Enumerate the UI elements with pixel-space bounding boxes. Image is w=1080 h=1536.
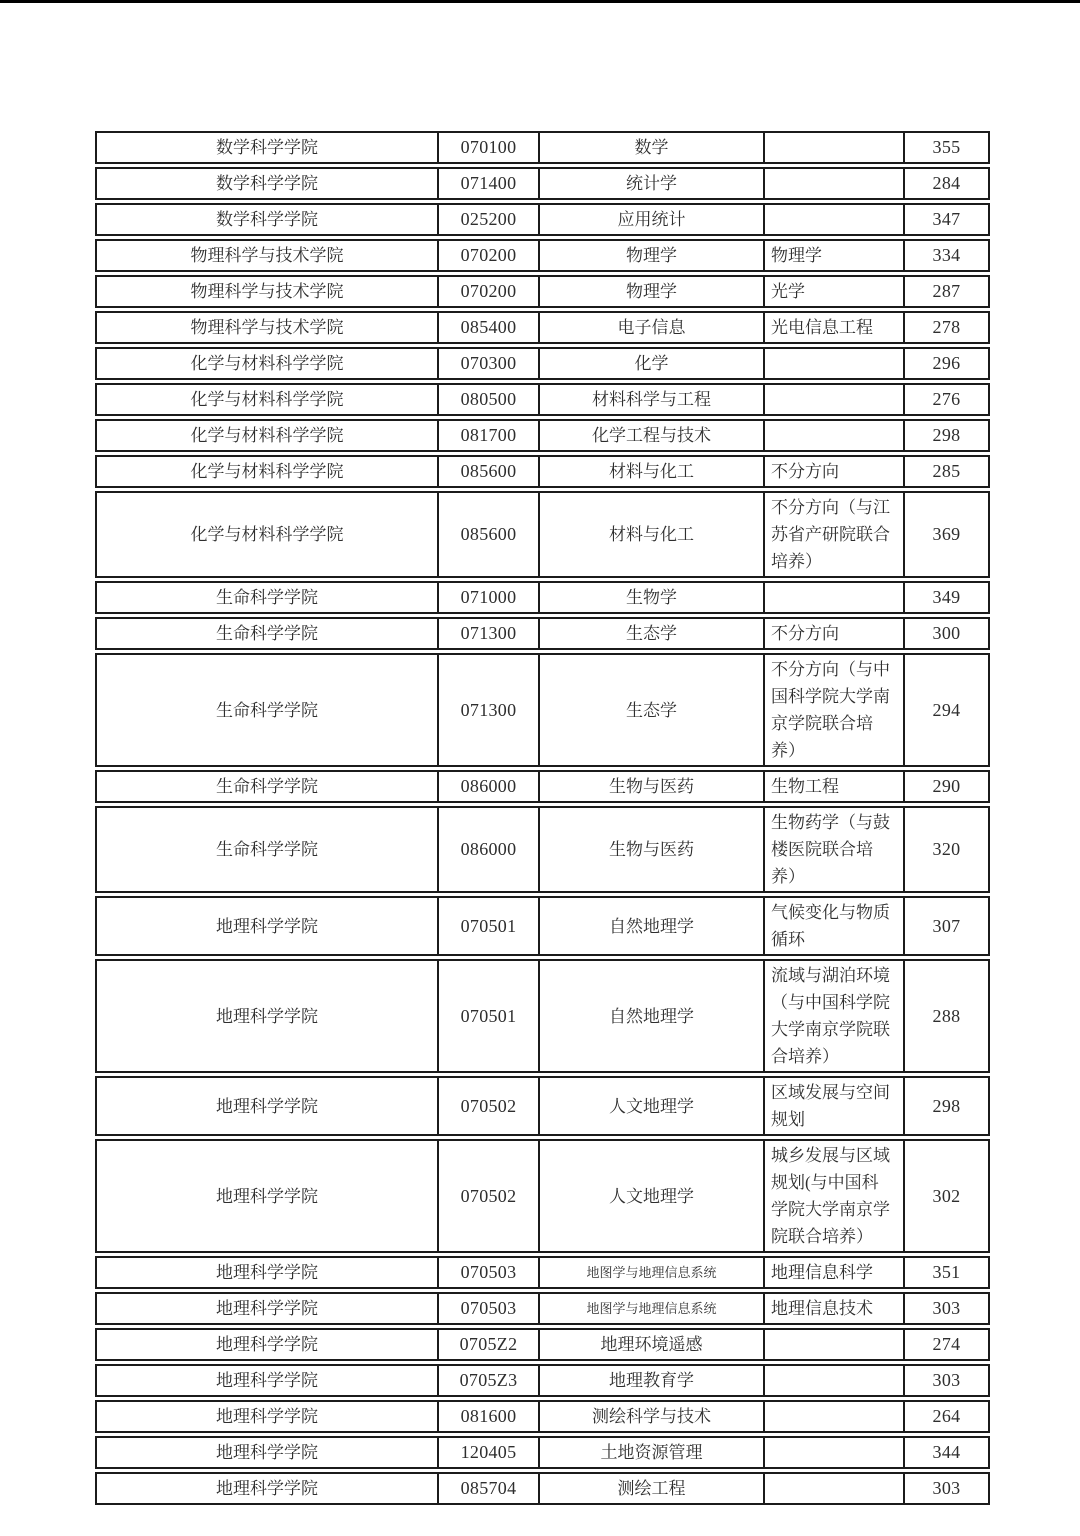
major-cell: 生态学 — [540, 617, 765, 650]
score-cell: 285 — [905, 455, 990, 488]
major-cell: 地图学与地理信息系统 — [540, 1256, 765, 1289]
code-cell: 070501 — [439, 896, 540, 956]
code-cell: 081600 — [439, 1400, 540, 1433]
college-cell: 地理科学学院 — [95, 959, 439, 1073]
college-cell: 化学与材料科学学院 — [95, 491, 439, 578]
major-cell: 物理学 — [540, 275, 765, 308]
direction-cell — [765, 1400, 905, 1433]
code-cell: 025200 — [439, 203, 540, 236]
table-row — [95, 1076, 990, 1136]
major-cell: 生物学 — [540, 581, 765, 614]
score-cell: 347 — [905, 203, 990, 236]
score-cell: 288 — [905, 959, 990, 1073]
direction-cell — [765, 347, 905, 380]
code-cell: 071300 — [439, 617, 540, 650]
direction-cell — [765, 1364, 905, 1397]
major-cell: 材料与化工 — [540, 455, 765, 488]
college-cell: 化学与材料科学学院 — [95, 455, 439, 488]
table-row — [95, 896, 990, 956]
table-row — [95, 383, 990, 416]
table-row — [95, 203, 990, 236]
code-cell: 085704 — [439, 1472, 540, 1505]
college-cell: 化学与材料科学学院 — [95, 419, 439, 452]
college-cell: 地理科学学院 — [95, 1076, 439, 1136]
score-cell: 278 — [905, 311, 990, 344]
direction-cell: 地理信息科学 — [765, 1256, 905, 1289]
table-row — [95, 167, 990, 200]
score-cell: 307 — [905, 896, 990, 956]
table-row — [95, 1472, 990, 1505]
major-cell: 人文地理学 — [540, 1076, 765, 1136]
score-cell: 355 — [905, 131, 990, 164]
table-row — [95, 653, 990, 767]
direction-cell — [765, 1472, 905, 1505]
direction-cell: 流域与湖泊环境（与中国科学院大学南京学院联合培养） — [765, 959, 905, 1073]
table-row — [95, 1328, 990, 1361]
table-row — [95, 239, 990, 272]
code-cell: 070503 — [439, 1256, 540, 1289]
major-cell: 生态学 — [540, 653, 765, 767]
major-cell: 测绘科学与技术 — [540, 1400, 765, 1433]
code-cell: 120405 — [439, 1436, 540, 1469]
direction-cell — [765, 383, 905, 416]
major-cell: 物理学 — [540, 239, 765, 272]
score-cell: 303 — [905, 1472, 990, 1505]
college-cell: 化学与材料科学学院 — [95, 383, 439, 416]
score-cell: 264 — [905, 1400, 990, 1433]
admission-scores-table — [95, 128, 990, 1508]
table-row — [95, 959, 990, 1073]
top-border-line — [0, 0, 1080, 3]
major-cell: 化学工程与技术 — [540, 419, 765, 452]
code-cell: 070502 — [439, 1139, 540, 1253]
score-cell: 351 — [905, 1256, 990, 1289]
direction-cell — [765, 419, 905, 452]
code-cell: 081700 — [439, 419, 540, 452]
major-cell: 应用统计 — [540, 203, 765, 236]
score-cell: 294 — [905, 653, 990, 767]
score-cell: 298 — [905, 1076, 990, 1136]
college-cell: 生命科学学院 — [95, 770, 439, 803]
major-cell: 土地资源管理 — [540, 1436, 765, 1469]
score-cell: 302 — [905, 1139, 990, 1253]
table-row — [95, 455, 990, 488]
code-cell: 080500 — [439, 383, 540, 416]
code-cell: 070503 — [439, 1292, 540, 1325]
major-cell: 地图学与地理信息系统 — [540, 1292, 765, 1325]
score-cell: 276 — [905, 383, 990, 416]
code-cell: 071000 — [439, 581, 540, 614]
major-cell: 统计学 — [540, 167, 765, 200]
table-row — [95, 1364, 990, 1397]
table-row — [95, 617, 990, 650]
direction-cell — [765, 1328, 905, 1361]
major-cell: 自然地理学 — [540, 896, 765, 956]
table-row — [95, 806, 990, 893]
college-cell: 地理科学学院 — [95, 1472, 439, 1505]
table-row — [95, 275, 990, 308]
direction-cell — [765, 203, 905, 236]
direction-cell: 不分方向（与江苏省产研院联合培养） — [765, 491, 905, 578]
score-cell: 303 — [905, 1364, 990, 1397]
college-cell: 数学科学学院 — [95, 203, 439, 236]
college-cell: 地理科学学院 — [95, 1436, 439, 1469]
direction-cell: 物理学 — [765, 239, 905, 272]
score-cell: 349 — [905, 581, 990, 614]
major-cell: 化学 — [540, 347, 765, 380]
table-row — [95, 1400, 990, 1433]
major-cell: 自然地理学 — [540, 959, 765, 1073]
table-row — [95, 347, 990, 380]
code-cell: 070200 — [439, 239, 540, 272]
code-cell: 0705Z2 — [439, 1328, 540, 1361]
college-cell: 物理科学与技术学院 — [95, 311, 439, 344]
code-cell: 070100 — [439, 131, 540, 164]
score-cell: 287 — [905, 275, 990, 308]
table-row — [95, 1436, 990, 1469]
college-cell: 地理科学学院 — [95, 1292, 439, 1325]
major-cell: 测绘工程 — [540, 1472, 765, 1505]
score-cell: 334 — [905, 239, 990, 272]
direction-cell: 不分方向（与中国科学院大学南京学院联合培养） — [765, 653, 905, 767]
score-cell: 300 — [905, 617, 990, 650]
major-cell: 材料与化工 — [540, 491, 765, 578]
major-cell: 生物与医药 — [540, 770, 765, 803]
score-cell: 290 — [905, 770, 990, 803]
direction-cell: 光电信息工程 — [765, 311, 905, 344]
code-cell: 085600 — [439, 491, 540, 578]
table-row — [95, 1139, 990, 1253]
code-cell: 085400 — [439, 311, 540, 344]
direction-cell — [765, 167, 905, 200]
college-cell: 地理科学学院 — [95, 1400, 439, 1433]
table-row — [95, 491, 990, 578]
college-cell: 数学科学学院 — [95, 131, 439, 164]
direction-cell: 城乡发展与区域规划(与中国科学院大学南京学院联合培养） — [765, 1139, 905, 1253]
table-row — [95, 1256, 990, 1289]
table-row — [95, 770, 990, 803]
college-cell: 地理科学学院 — [95, 1256, 439, 1289]
college-cell: 生命科学学院 — [95, 806, 439, 893]
college-cell: 生命科学学院 — [95, 617, 439, 650]
major-cell: 地理教育学 — [540, 1364, 765, 1397]
table-row — [95, 311, 990, 344]
score-cell: 369 — [905, 491, 990, 578]
table-row — [95, 131, 990, 164]
college-cell: 数学科学学院 — [95, 167, 439, 200]
code-cell: 085600 — [439, 455, 540, 488]
college-cell: 地理科学学院 — [95, 1139, 439, 1253]
direction-cell: 生物药学（与鼓楼医院联合培养） — [765, 806, 905, 893]
code-cell: 086000 — [439, 770, 540, 803]
scores-table-body — [95, 131, 990, 1505]
score-cell: 298 — [905, 419, 990, 452]
code-cell: 070300 — [439, 347, 540, 380]
code-cell: 071400 — [439, 167, 540, 200]
score-cell: 320 — [905, 806, 990, 893]
college-cell: 地理科学学院 — [95, 1364, 439, 1397]
direction-cell — [765, 581, 905, 614]
direction-cell: 地理信息技术 — [765, 1292, 905, 1325]
direction-cell — [765, 131, 905, 164]
table-row — [95, 1292, 990, 1325]
score-cell: 274 — [905, 1328, 990, 1361]
major-cell: 电子信息 — [540, 311, 765, 344]
major-cell: 地理环境遥感 — [540, 1328, 765, 1361]
major-cell: 材料科学与工程 — [540, 383, 765, 416]
direction-cell: 不分方向 — [765, 455, 905, 488]
table-row — [95, 419, 990, 452]
direction-cell: 光学 — [765, 275, 905, 308]
major-cell: 人文地理学 — [540, 1139, 765, 1253]
college-cell: 生命科学学院 — [95, 653, 439, 767]
code-cell: 070200 — [439, 275, 540, 308]
major-cell: 生物与医药 — [540, 806, 765, 893]
direction-cell: 气候变化与物质循环 — [765, 896, 905, 956]
major-cell: 数学 — [540, 131, 765, 164]
code-cell: 070501 — [439, 959, 540, 1073]
code-cell: 071300 — [439, 653, 540, 767]
direction-cell: 区域发展与空间规划 — [765, 1076, 905, 1136]
college-cell: 地理科学学院 — [95, 896, 439, 956]
code-cell: 0705Z3 — [439, 1364, 540, 1397]
score-cell: 344 — [905, 1436, 990, 1469]
college-cell: 物理科学与技术学院 — [95, 239, 439, 272]
direction-cell: 生物工程 — [765, 770, 905, 803]
score-cell: 303 — [905, 1292, 990, 1325]
code-cell: 086000 — [439, 806, 540, 893]
college-cell: 地理科学学院 — [95, 1328, 439, 1361]
college-cell: 生命科学学院 — [95, 581, 439, 614]
direction-cell: 不分方向 — [765, 617, 905, 650]
college-cell: 化学与材料科学学院 — [95, 347, 439, 380]
table-row — [95, 581, 990, 614]
code-cell: 070502 — [439, 1076, 540, 1136]
score-cell: 284 — [905, 167, 990, 200]
score-cell: 296 — [905, 347, 990, 380]
direction-cell — [765, 1436, 905, 1469]
college-cell: 物理科学与技术学院 — [95, 275, 439, 308]
